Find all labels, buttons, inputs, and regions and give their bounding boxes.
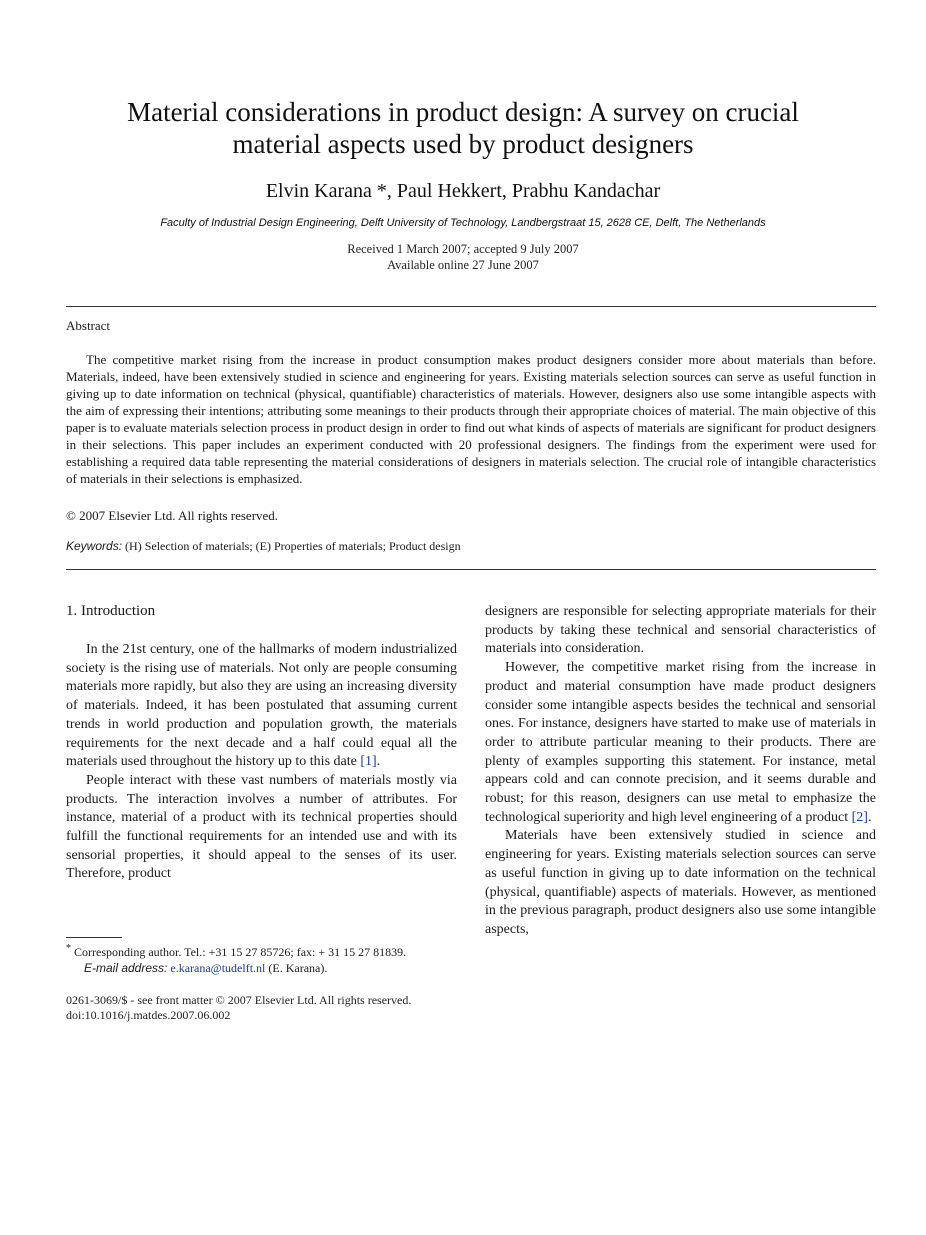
paragraph-2-continued: designers are responsible for selecting appropriate materials for their products by taking these technical and sensorial characteristics of materials into consideration. bbox=[485, 604, 876, 657]
title-line-2: material aspects used by product designers bbox=[232, 129, 694, 159]
online-date: Available online 27 June 2007 bbox=[387, 258, 539, 272]
paragraph-3 bbox=[485, 659, 876, 827]
publication-dates bbox=[60, 241, 866, 273]
section-heading: 1. Introduction bbox=[66, 603, 156, 619]
paragraph-4: Materials have been extensively studied in science and engineering for years. Existing materials selection sources can serve as useful function in giving up to date information on the technical (physical, quantifiable) aspects of materials. However, as mentioned in the previous paragraph, product designers also use some intangible aspects, bbox=[485, 828, 876, 937]
received-date: Received 1 March 2007; accepted 9 July 2007 bbox=[347, 242, 579, 256]
left-column bbox=[66, 641, 457, 884]
paragraph-1-text: In the 21st century, one of the hallmarks of modern industrialized society is the rising use of materials. Not only are people consuming materials more rapidly, but also they are using an increasing diversity of materials. Indeed, it has been postulated that assuming current trends in world production and population growth, the materials requirements for the next decade and a half could equal all the materials used throughout the history up to this date bbox=[66, 642, 457, 770]
abstract-heading: Abstract bbox=[66, 318, 111, 333]
front-matter-doi: doi:10.1016/j.matdes.2007.06.002 bbox=[66, 1008, 231, 1022]
paragraph-2: People interact with these vast numbers of materials mostly via products. The interaction involves a number of attributes. For instance, material of a product with its technical properties should fulfill the functional requirements for an intended use and with its sensorial properties, it should appeal to the senses of its user. Therefore, product bbox=[66, 772, 457, 882]
keywords-label: Keywords: bbox=[66, 539, 123, 553]
paragraph-3-end: . bbox=[867, 809, 872, 825]
email-link[interactable]: e.karana@tudelft.nl bbox=[170, 961, 266, 975]
paragraph-3-text: However, the competitive market rising from the increase in product and material consumption have made product designers consider some intangible aspects besides the technical and sensorial ones. For instance, designers have started to make use of materials in order to attribute particular meaning to their products. There are plenty of examples supporting this statement. For instance, metal appears cold and can connote precision, and it seems durable and robust; for this reason, designers can use metal to emphasize the technological superiority and high level engineering of a product bbox=[485, 660, 876, 825]
header-divider bbox=[66, 306, 876, 307]
article-title bbox=[60, 96, 866, 160]
footnote-email-line bbox=[66, 960, 466, 976]
front-matter bbox=[66, 993, 411, 1023]
paragraph-1 bbox=[66, 641, 457, 772]
right-column bbox=[485, 603, 876, 940]
title-line-1: Material considerations in product design: A survey on crucial bbox=[127, 97, 799, 127]
abstract-divider bbox=[66, 569, 876, 570]
abstract-body: The competitive market rising from the increase in product consumption makes product designers consider more about materials than before. Materials, indeed, have been extensively studied in science and engineering for years. Existing materials selection sources can serve as useful function in giving up to date information on technical (physical, quantifiable) characteristics of materials. However, designers also use some intangible aspects with the aim of expressing their intentions; attributing some meanings to their products through their appropriate choices of material. The main objective of this paper is to evaluate materials selection process in product design in order to find out what kinds of aspects of materials are significant for product designers in their selections. This paper includes an experiment conducted with 20 professional designers. The findings from the experiment were used for establishing a required data table representing the material considerations of designers in materials selection. The crucial role of intangible characteristics of materials in their selections is emphasized. bbox=[66, 352, 876, 486]
email-label: E-mail address: bbox=[84, 961, 168, 975]
keywords-text: (H) Selection of materials; (E) Properties of materials; Product design bbox=[125, 539, 461, 553]
affiliation: Faculty of Industrial Design Engineering, Delft University of Technology, Landbergstraat 15, 2628 CE, Delft, The Netherlands bbox=[160, 217, 766, 229]
footnote-author-line bbox=[66, 941, 466, 960]
footnote bbox=[66, 941, 466, 976]
abstract-copyright: © 2007 Elsevier Ltd. All rights reserved. bbox=[66, 508, 279, 523]
author-list: Elvin Karana *, Paul Hekkert, Prabhu Kandachar bbox=[265, 180, 661, 202]
citation-link-1[interactable]: [1] bbox=[360, 754, 377, 770]
footnote-divider bbox=[66, 937, 122, 938]
footnote-marker: * bbox=[66, 943, 71, 954]
paragraph-1-end: . bbox=[376, 754, 381, 770]
citation-link-2[interactable]: [2] bbox=[851, 809, 868, 825]
email-suffix: (E. Karana). bbox=[268, 961, 328, 975]
footnote-text: Corresponding author. Tel.: +31 15 27 85726; fax: + 31 15 27 81839. bbox=[74, 945, 407, 959]
keywords-line bbox=[66, 539, 461, 554]
front-matter-issn: 0261-3069/$ - see front matter © 2007 Elsevier Ltd. All rights reserved. bbox=[66, 993, 412, 1007]
